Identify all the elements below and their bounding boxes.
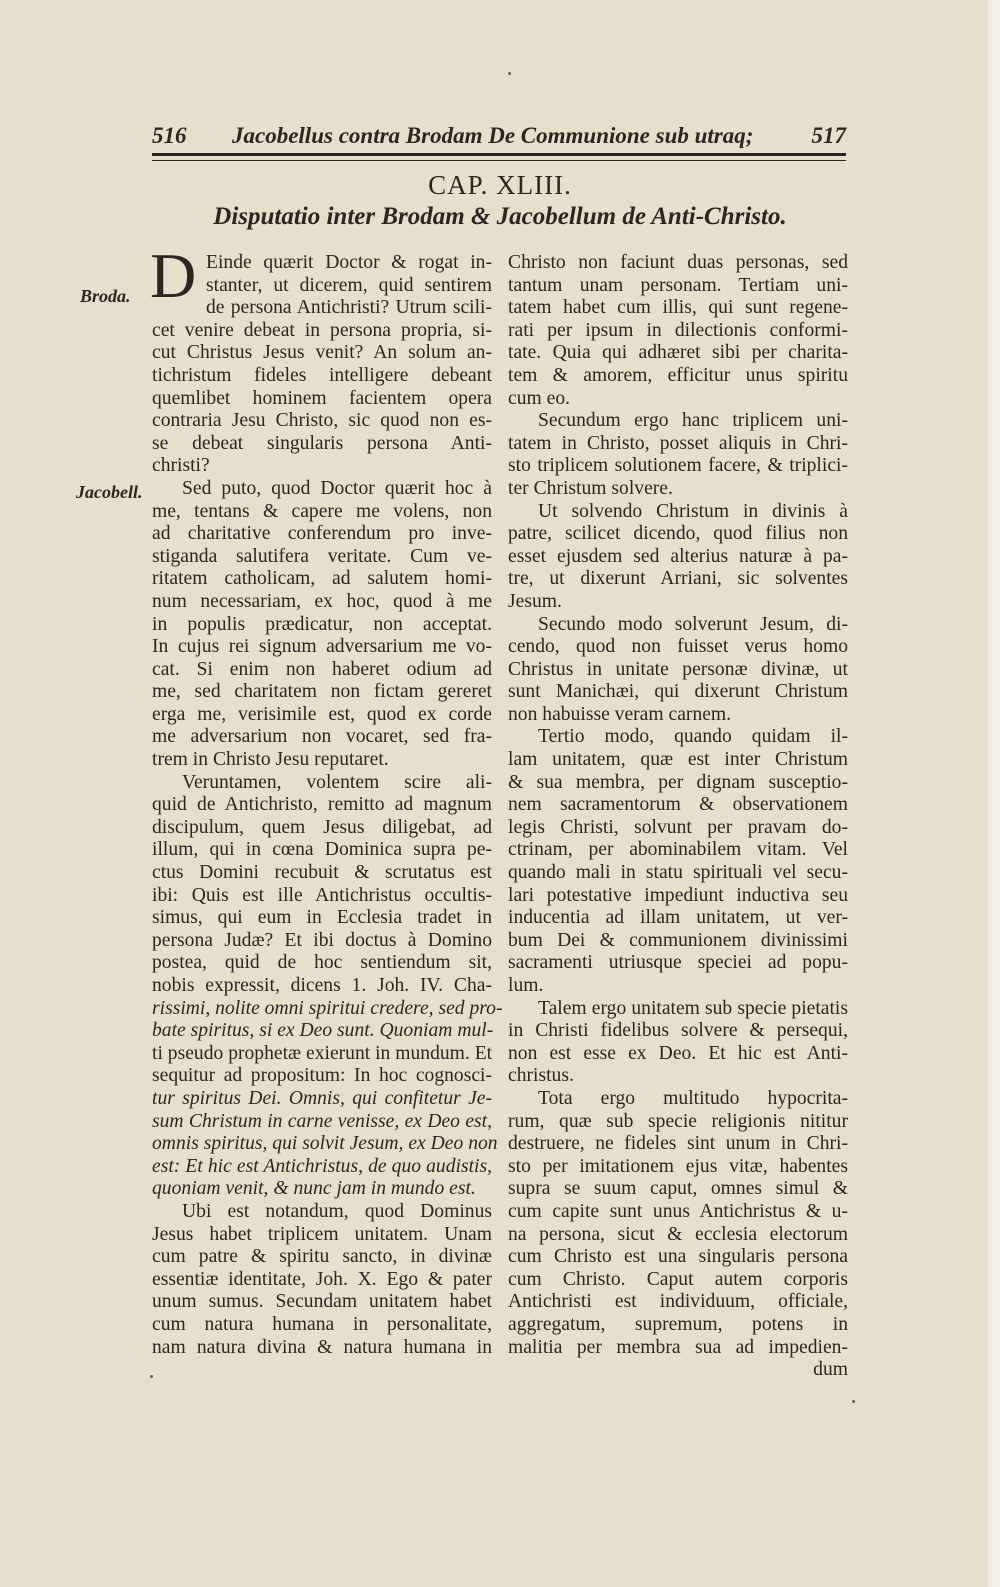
text-line: destruere, ne fideles sint unum in Chri-	[508, 1133, 848, 1155]
text-line: quemlibet hominem facientem opera	[152, 387, 492, 409]
text-line: essentiæ identitate, Joh. X. Ego & pater	[152, 1268, 492, 1290]
paper-speck	[852, 1400, 855, 1403]
text-line: nam natura divina & natura humana in	[152, 1336, 492, 1358]
text-line: lum.	[508, 975, 544, 996]
text-line: stiganda salutifera veritate. Cum ve-	[152, 545, 492, 567]
text-line: Tota ergo multitudo hypocrita-	[538, 1087, 848, 1109]
text-line: tichristum fideles intelligere debeant	[152, 364, 492, 386]
text-line: sequitur ad propositum: In hoc cognosci-	[152, 1065, 492, 1087]
text-line: me, sed charitatem non fictam gereret	[152, 681, 492, 703]
text-line: tur spiritus Dei. Omnis, qui confitetur Je-	[152, 1087, 492, 1109]
text-line: illum, qui in cœna Dominica supra pe-	[152, 839, 492, 861]
text-line: non habuisse veram carnem.	[508, 703, 732, 725]
text-line: Jesus habet triplicem unitatem. Unam	[152, 1223, 492, 1245]
margin-note-broda: Broda.	[80, 286, 131, 306]
text-line: cum capite sunt unus Antichristus & u-	[508, 1200, 848, 1222]
text-line: rum, quæ sub specie religionis nititur	[508, 1110, 848, 1132]
text-line: trem in Christo Jesu reputaret.	[152, 749, 389, 771]
text-line: tem & amorem, efficitur unus spiritu	[508, 364, 848, 386]
text-line: Secundo modo solverunt Jesum, di-	[538, 613, 848, 635]
left-column	[152, 252, 503, 1359]
text-line: cum natura humana in personalitate,	[152, 1313, 492, 1335]
text-line: sunt Manichæi, qui dixerunt Christum	[508, 681, 848, 703]
text-line: in Christi fidelibus solvere & persequi,	[508, 1020, 848, 1042]
text-line: stanter, ut dicerem, quid sentirem	[206, 274, 492, 296]
text-line: cum patre & spiritu sancto, in divinæ	[152, 1246, 492, 1268]
text-line: tre, ut dixerunt Arriani, sic solventes	[508, 568, 848, 590]
text-line: cum Christo. Caput autem corporis	[508, 1268, 848, 1290]
text-line: ctus Domini recubuit & scrutatus est	[152, 862, 492, 884]
text-line: nobis expressit, dicens 1. Joh. IV. Cha-	[152, 975, 492, 996]
text-line: legis Christi, solvunt per pravam do-	[508, 816, 848, 838]
text-line: Veruntamen, volentem scire ali-	[182, 771, 492, 793]
text-line: tantum unam personam. Tertiam uni-	[508, 274, 848, 296]
text-line: patre, scilicet dicendo, quod filius non	[508, 523, 848, 545]
text-line: aggregatum, supremum, potens in	[508, 1313, 848, 1335]
text-line: christus.	[508, 1065, 574, 1087]
text-line: num necessariam, ex hoc, quod à me	[152, 590, 492, 612]
text-line: discipulum, quem Jesus diligebat, ad	[152, 816, 492, 838]
text-line: inducentia ad illam unitatem, ut ver-	[508, 907, 848, 929]
text-line: quoniam venit, & nunc jam in mundo est.	[152, 1178, 476, 1200]
page-number-left: 516	[152, 123, 187, 148]
text-line: cum Christo est una singularis persona	[508, 1246, 848, 1268]
catchword: dum	[813, 1359, 848, 1381]
chapter-title: CAP. XLIII.	[428, 170, 572, 200]
text-line: ter Christum solvere.	[508, 477, 673, 499]
text-line: simus, qui eum in Ecclesia tradet in	[152, 907, 492, 929]
text-line: rissimi, nolite omni spiritui credere, sed pro-	[152, 997, 503, 1019]
text-line: cet venire debeat in persona propria, si-	[152, 319, 492, 341]
text-line: me adversarium non vocaret, sed fra-	[152, 726, 492, 748]
text-line: & sua membra, per dignam susceptio-	[508, 771, 848, 793]
running-title: Jacobellus contra Brodam De Communione sub utraq;	[232, 123, 754, 148]
text-line: cut Christus Jesus venit? An solum an-	[152, 342, 492, 364]
text-line: tatem habet cum illis, qui sunt regene-	[508, 297, 848, 319]
text-line: In cujus rei signum adversarium me vo-	[152, 636, 492, 658]
paper-speck	[150, 1375, 153, 1378]
chapter-subtitle: Disputatio inter Brodam & Jacobellum de Anti-Christo.	[213, 203, 787, 230]
text-line: postea, quid de hoc sentiendum sit,	[152, 952, 492, 974]
text-line: cendo, quod non fuisset verus homo	[508, 636, 848, 658]
text-line: esset ejusdem sed alterius naturæ à pa-	[508, 545, 848, 567]
text-line: de persona Antichristi? Utrum scili-	[206, 297, 492, 319]
text-line: contraria Jesu Christo, sic quod non es-	[152, 410, 492, 432]
text-line: Antichristi est individuum, officiale,	[508, 1291, 848, 1313]
text-line: Tertio modo, quando quidam il-	[538, 726, 848, 748]
text-line: sto per imitationem ejus vitæ, habentes	[508, 1155, 848, 1177]
text-line: Secundum ergo hanc triplicem uni-	[538, 410, 848, 432]
text-line: christi?	[152, 455, 210, 477]
text-line: ad charitative conferendum pro inve-	[152, 523, 492, 545]
text-line: cum eo.	[508, 387, 571, 409]
right-column	[508, 252, 848, 1382]
text-line: ritatem catholicam, ad salutem homi-	[152, 568, 492, 590]
text-line: ctrinam, per abominabilem vitam. Vel	[508, 839, 848, 861]
drop-cap: D	[150, 240, 197, 311]
text-line: lam unitatem, quæ est inter Christum	[508, 749, 848, 771]
text-line: tate. Quia qui adhæret sibi per charita-	[508, 342, 848, 364]
text-line: quando mali in statu spirituali vel secu-	[508, 862, 848, 884]
text-line: me, tentans & capere me volens, non	[152, 500, 492, 522]
text-line: est: Et hic est Antichristus, de quo audistis,	[152, 1155, 492, 1177]
text-line: non est esse ex Deo. Et hic est Anti-	[508, 1042, 848, 1064]
text-line: bum Dei & communionem divinissimi	[508, 929, 848, 951]
text-line: ti pseudo prophetæ exierunt in mundum. Et	[152, 1042, 493, 1064]
text-line: Christus in unitate personæ divinæ, ut	[508, 658, 848, 680]
running-head	[152, 118, 846, 158]
text-line: sacramenti utriusque speciei ad popu-	[508, 952, 848, 974]
text-line: erga me, verisimile est, quod ex corde	[152, 703, 492, 725]
text-line: quid de Antichristo, remitto ad magnum	[152, 794, 492, 816]
page-number-right: 517	[811, 123, 846, 148]
text-line: nem sacramentorum & observationem	[508, 794, 848, 816]
text-line: omnis spiritus, qui solvit Jesum, ex Deo non	[152, 1133, 498, 1155]
text-line: unum sumus. Secundam unitatem habet	[152, 1291, 492, 1313]
text-line: tatem in Christo, posset aliquis in Chri-	[508, 432, 848, 454]
text-line: in populis prædicatur, non acceptat.	[152, 613, 492, 635]
text-line: Einde quærit Doctor & rogat in-	[206, 252, 492, 273]
text-line: Christo non faciunt duas personas, sed	[508, 252, 848, 273]
text-line: Ubi est notandum, quod Dominus	[182, 1200, 492, 1222]
paper-speck	[508, 72, 511, 75]
text-line: se debeat singularis persona Anti-	[152, 432, 492, 454]
text-line: rati per ipsum in dilectionis conformi-	[508, 319, 848, 341]
text-line: Sed puto, quod Doctor quærit hoc à	[182, 477, 492, 499]
text-line: persona Judæ? Et ibi doctus à Domino	[152, 929, 492, 951]
text-line: sum Christum in carne venisse, ex Deo est,	[152, 1110, 492, 1132]
text-line: na persona, sicut & ecclesia electorum	[508, 1223, 848, 1245]
text-line: bate spiritus, si ex Deo sunt. Quoniam mul-	[152, 1020, 494, 1042]
text-line: sto triplicem solutionem facere, & triplici-	[508, 455, 848, 477]
margin-note-jacobell: Jacobell.	[76, 482, 143, 502]
text-line: lari potestative impediunt inductiva seu	[508, 884, 848, 906]
text-line: ibi: Quis est ille Antichristus occultis-	[152, 884, 492, 906]
text-line: cat. Si enim non haberet odium ad	[152, 658, 492, 680]
text-line: Ut solvendo Christum in divinis à	[538, 500, 848, 522]
text-line: supra se suum caput, omnes simul &	[508, 1178, 848, 1200]
text-line: Jesum.	[508, 590, 562, 612]
header-rule	[152, 153, 846, 161]
text-line: Talem ergo unitatem sub specie pietatis	[538, 997, 848, 1019]
text-line: malitia per membra sua ad impedien-	[508, 1336, 848, 1358]
